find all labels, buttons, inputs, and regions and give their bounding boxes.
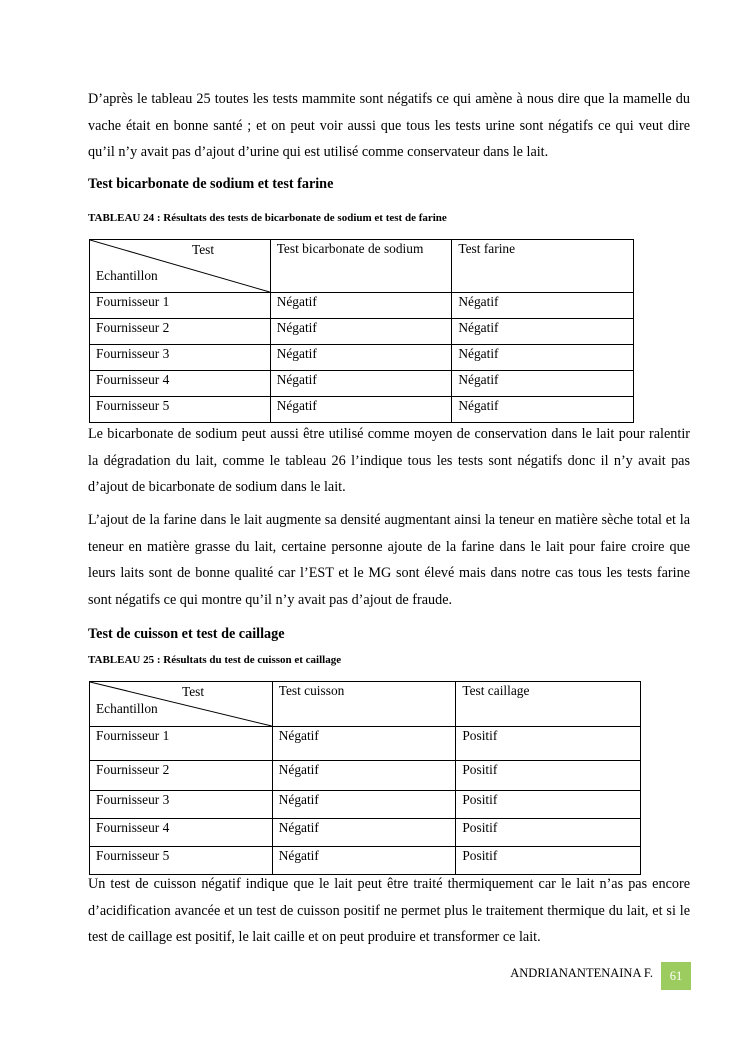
table-row — [90, 319, 634, 345]
table25-corner-cell — [90, 682, 273, 727]
cell-caillage: Positif — [456, 819, 641, 847]
cell-bicarbonate: Négatif — [270, 319, 452, 345]
cell-caillage: Positif — [456, 727, 641, 761]
table-row — [90, 761, 641, 791]
heading-bicarbonate-farine: Test bicarbonate de sodium et test farine — [88, 176, 334, 192]
table-row — [90, 345, 634, 371]
cell-farine: Négatif — [452, 319, 634, 345]
table24-header-farine: Test farine — [452, 240, 634, 293]
cell-bicarbonate: Négatif — [270, 293, 452, 319]
table-row — [90, 293, 634, 319]
table-row — [90, 819, 641, 847]
cell-sample: Fournisseur 4 — [90, 819, 273, 847]
corner-echantillon-label: Echantillon — [96, 268, 158, 283]
cell-caillage: Positif — [456, 847, 641, 875]
cell-sample: Fournisseur 1 — [90, 727, 273, 761]
cell-cuisson: Négatif — [272, 761, 456, 791]
footer-author: ANDRIANANTENAINA F. — [510, 966, 653, 980]
cell-sample: Fournisseur 3 — [90, 345, 271, 371]
cell-cuisson: Négatif — [272, 819, 456, 847]
page-number: 61 — [661, 962, 691, 990]
heading-cuisson-caillage: Test de cuisson et test de caillage — [88, 626, 285, 642]
cell-cuisson: Négatif — [272, 727, 456, 761]
cell-caillage: Positif — [456, 761, 641, 791]
cell-sample: Fournisseur 5 — [90, 847, 273, 875]
cell-sample: Fournisseur 5 — [90, 397, 271, 423]
cell-farine: Négatif — [452, 345, 634, 371]
table-header-row — [90, 682, 641, 727]
table24-caption: TABLEAU 24 : Résultats des tests de bicarbonate de sodium et test de farine — [88, 212, 447, 224]
paragraph-mammite-urine: D’après le tableau 25 toutes les tests mammite sont négatifs ce qui amène à nous dire que la mamelle du vache était en bonne santé ; et on peut voir aussi que tous les tests urine sont négatifs ce qui veut dire qu’il n’y avait pas d’ajout d’urine qui est utilisé comme conservateur dans le lait. — [88, 91, 690, 160]
cell-cuisson: Négatif — [272, 791, 456, 819]
cell-bicarbonate: Négatif — [270, 345, 452, 371]
cell-bicarbonate: Négatif — [270, 371, 452, 397]
corner-echantillon-label: Echantillon — [96, 701, 158, 716]
cell-bicarbonate: Négatif — [270, 397, 452, 423]
table-row — [90, 397, 634, 423]
paragraph-farine: L’ajout de la farine dans le lait augmente sa densité augmentant ainsi la teneur en matière sèche total et la teneur en matière grasse du lait, certaine personne ajoute de la farine dans le lait pour faire croire que leurs laits sont de bonne qualité car l’EST et le MG sont élevé mais dans notre cas tous les tests farine sont négatifs ce qui montre qu’il n’y avait pas d’ajout de fraude. — [88, 512, 690, 608]
table25-caption: TABLEAU 25 : Résultats du test de cuisson et caillage — [88, 654, 342, 666]
cell-sample: Fournisseur 1 — [90, 293, 271, 319]
table-row — [90, 791, 641, 819]
cell-sample: Fournisseur 3 — [90, 791, 273, 819]
cell-sample: Fournisseur 2 — [90, 319, 271, 345]
table24 — [89, 239, 634, 423]
cell-cuisson: Négatif — [272, 847, 456, 875]
corner-test-label: Test — [192, 242, 215, 257]
cell-farine: Négatif — [452, 371, 634, 397]
table-row — [90, 371, 634, 397]
corner-test-label: Test — [182, 684, 205, 699]
cell-sample: Fournisseur 4 — [90, 371, 271, 397]
table24-header-bicarbonate: Test bicarbonate de sodium — [270, 240, 452, 293]
table25-header-caillage: Test caillage — [456, 682, 641, 727]
table24-corner-cell — [90, 240, 271, 293]
cell-farine: Négatif — [452, 293, 634, 319]
cell-sample: Fournisseur 2 — [90, 761, 273, 791]
table-row — [90, 727, 641, 761]
table-header-row — [90, 240, 634, 293]
cell-caillage: Positif — [456, 791, 641, 819]
table25 — [89, 681, 641, 875]
paragraph-bicarbonate: Le bicarbonate de sodium peut aussi être utilisé comme moyen de conservation dans le lait pour ralentir la dégradation du lait, comme le tableau 26 l’indique tous les tests sont négatifs donc il n’y avait pas d’ajout de bicarbonate de sodium dans le lait. — [88, 426, 690, 495]
paragraph-cuisson-caillage: Un test de cuisson négatif indique que le lait peut être traité thermiquement car le lait n’as pas encore d’acidification avancée et un test de cuisson positif ne permet plus le traitement thermique du lait, et si le test de caillage est positif, le lait caille et on peut produire et transformer ce lait. — [88, 876, 690, 945]
table25-header-cuisson: Test cuisson — [272, 682, 456, 727]
cell-farine: Négatif — [452, 397, 634, 423]
